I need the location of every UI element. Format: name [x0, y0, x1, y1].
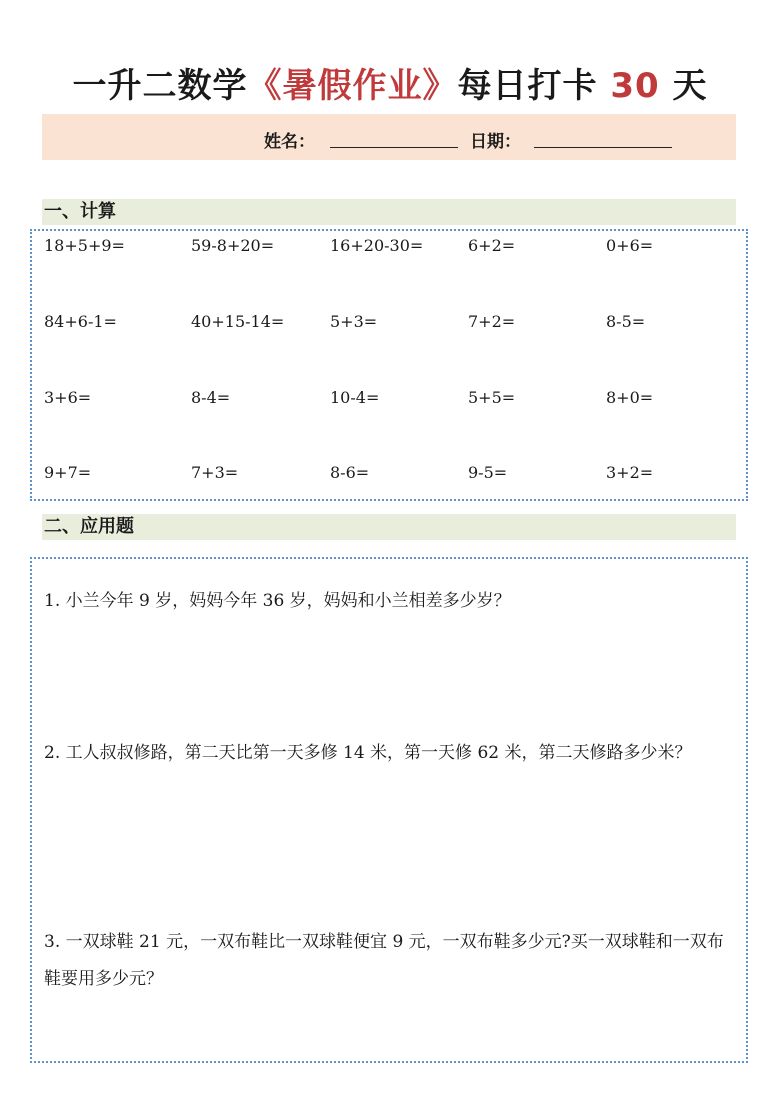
problem-1: 1. 小兰今年 9 岁，妈妈今年 36 岁，妈妈和小兰相差多少岁？ [44, 591, 511, 611]
title-prefix: 一升二数学 [72, 66, 248, 106]
title-highlight: 《暑假作业》 [247, 66, 458, 106]
calc-problem: 18+5+9= [44, 236, 125, 255]
calc-problem: 3+6= [44, 388, 92, 407]
calc-problem: 8-6= [330, 463, 370, 482]
calc-problem: 9+7= [44, 463, 92, 482]
title-suffix: 天 [672, 66, 708, 106]
calc-problem: 9-5= [468, 463, 508, 482]
calc-problem: 40+15-14= [191, 312, 285, 331]
calc-problem: 3+2= [606, 463, 654, 482]
calc-problem: 16+20-30= [330, 236, 424, 255]
name-blank-line[interactable] [330, 147, 458, 148]
name-date-bar [42, 114, 736, 160]
calc-problem: 7+3= [191, 463, 239, 482]
problem-3: 3. 一双球鞋 21 元，一双布鞋比一双球鞋便宜 9 元，一双布鞋多少元?买一双球鞋和一双布鞋要用多少元？ [44, 932, 724, 989]
calc-problem: 8-5= [606, 312, 646, 331]
section-application-title: 二、应用题 [44, 516, 134, 537]
title-number: 30 [610, 66, 660, 106]
calc-problem: 0+6= [606, 236, 654, 255]
section-application-heading [42, 514, 736, 540]
calc-problem: 84+6-1= [44, 312, 117, 331]
date-label: 日期： [470, 132, 521, 152]
calculation-box [30, 229, 748, 501]
problem-2: 2. 工人叔叔修路，第二天比第一天多修 14 米，第一天修 62 米，第二天修路多少米？ [44, 743, 692, 763]
calc-problem: 8-4= [191, 388, 231, 407]
title-mid: 每日打卡 [457, 66, 598, 106]
calc-problem: 6+2= [468, 236, 516, 255]
date-blank-line[interactable] [534, 147, 672, 148]
calc-problem: 8+0= [606, 388, 654, 407]
section-calculation-heading [42, 199, 736, 225]
worksheet-title [0, 58, 780, 107]
calc-problem: 5+3= [330, 312, 378, 331]
name-label: 姓名： [264, 132, 315, 152]
calc-problem: 59-8+20= [191, 236, 275, 255]
calc-problem: 7+2= [468, 312, 516, 331]
calc-problem: 5+5= [468, 388, 516, 407]
calc-problem: 10-4= [330, 388, 380, 407]
section-calculation-title: 一、计算 [44, 201, 116, 222]
